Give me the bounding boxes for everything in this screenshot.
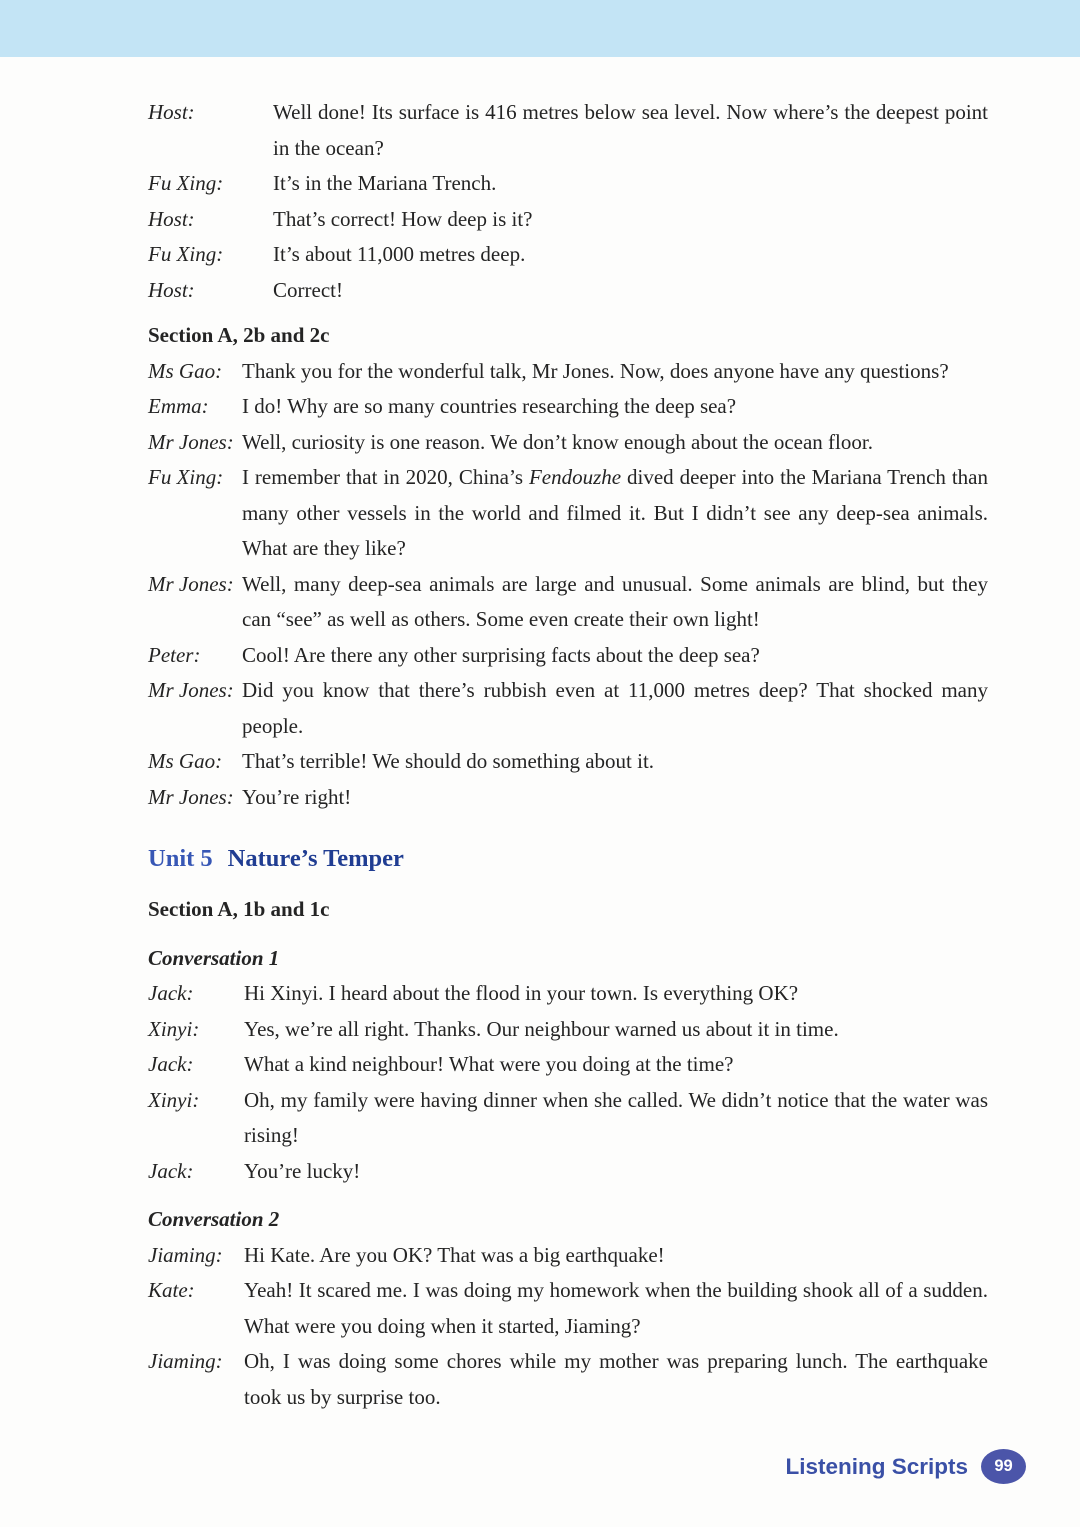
- speaker-line: I do! Why are so many countries researching the deep sea?: [242, 394, 737, 418]
- speaker-line: You’re lucky!: [244, 1158, 361, 1183]
- speaker-line: Well, many deep-sea animals are large and unusual. Some animals are blind, but they can “see” as well as others. Some even create their own light!: [242, 571, 988, 631]
- dialogue-turn: [148, 638, 988, 674]
- dialogue-turn: [148, 1238, 988, 1274]
- page-header-band: [0, 0, 1080, 57]
- speaker-label: Emma:: [148, 394, 209, 418]
- line-segment: dived deeper into the Mariana Trench than many other vessels in the world and filmed it. But I didn’t see any deep-sea animals. What are they like?: [242, 465, 988, 560]
- dialogue-turn: [148, 976, 988, 1012]
- dialogue-turn: [148, 237, 988, 273]
- dialogue-block-conversation-1: [148, 976, 988, 1189]
- speaker-label: Jiaming:: [148, 1242, 223, 1267]
- dialogue-turn: [148, 744, 988, 780]
- dialogue-turn: [148, 1273, 988, 1344]
- speaker-label: Ms Gao:: [148, 358, 223, 383]
- speaker-line: That’s correct! How deep is it?: [273, 206, 533, 231]
- unit-heading: [148, 842, 988, 876]
- dialogue-turn: [148, 425, 988, 461]
- speaker-label: Fu Xing:: [148, 465, 224, 489]
- speaker-line: That’s terrible! We should do something about it.: [242, 749, 655, 773]
- speaker-label: Host:: [148, 206, 195, 231]
- dialogue-block-conversation-2: [148, 1238, 988, 1416]
- footer-section-label: Listening Scripts: [785, 1453, 968, 1479]
- vessel-name-italic: Fendouzhe: [528, 465, 622, 489]
- section-heading-2b-2c: Section A, 2b and 2c: [148, 323, 330, 347]
- speaker-line: Oh, my family were having dinner when she called. We didn’t notice that the water was rising!: [244, 1087, 988, 1147]
- speaker-line: Did you know that there’s rubbish even at 11,000 metres deep? That shocked many people.: [242, 678, 988, 738]
- speaker-line: [242, 460, 988, 567]
- dialogue-turn: [148, 1154, 988, 1190]
- section-heading-1b-1c: Section A, 1b and 1c: [148, 897, 330, 921]
- speaker-line: Oh, I was doing some chores while my mother was preparing lunch. The earthquake took us by surprise too.: [244, 1349, 988, 1409]
- dialogue-turn: [148, 389, 988, 425]
- speaker-line: Thank you for the wonderful talk, Mr Jones. Now, does anyone have any questions?: [242, 358, 949, 383]
- dialogue-turn: [148, 1083, 988, 1154]
- speaker-line: Hi Kate. Are you OK? That was a big earthquake!: [244, 1242, 665, 1267]
- speaker-line: Hi Xinyi. I heard about the flood in your town. Is everything OK?: [244, 981, 799, 1005]
- dialogue-turn: [148, 95, 988, 166]
- dialogue-block-classroom: [148, 354, 988, 816]
- speaker-label: Mr Jones:: [148, 784, 234, 809]
- speaker-line: Cool! Are there any other surprising facts about the deep sea?: [242, 642, 760, 667]
- dialogue-turn: [148, 354, 988, 390]
- speaker-line: Well, curiosity is one reason. We don’t know enough about the ocean floor.: [242, 429, 873, 454]
- dialogue-block-quiz: [148, 95, 988, 308]
- dialogue-turn: [148, 1012, 988, 1048]
- speaker-label: Ms Gao:: [148, 749, 223, 773]
- dialogue-turn: [148, 166, 988, 202]
- speaker-label: Mr Jones:: [148, 429, 234, 454]
- speaker-label: Xinyi:: [148, 1016, 200, 1041]
- speaker-label: Jack:: [148, 1052, 194, 1076]
- speaker-label: Jiaming:: [148, 1349, 223, 1373]
- conversation-1-heading: Conversation 1: [148, 945, 280, 970]
- speaker-label: Host:: [148, 100, 195, 124]
- speaker-label: Peter:: [148, 642, 201, 667]
- dialogue-turn: [148, 460, 988, 567]
- speaker-label: Jack:: [148, 981, 194, 1005]
- page-footer: [785, 1449, 1026, 1484]
- speaker-line: Yes, we’re all right. Thanks. Our neighbour warned us about it in time.: [244, 1016, 839, 1041]
- dialogue-turn: [148, 1344, 988, 1415]
- unit-title: Nature’s Temper: [227, 845, 404, 872]
- speaker-line: It’s about 11,000 metres deep.: [273, 242, 526, 266]
- speaker-label: Mr Jones:: [148, 571, 234, 596]
- dialogue-turn: [148, 567, 988, 638]
- conversation-2-heading: Conversation 2: [148, 1207, 280, 1231]
- speaker-label: Host:: [148, 277, 195, 302]
- speaker-label: Mr Jones:: [148, 678, 234, 702]
- speaker-line: What a kind neighbour! What were you doing at the time?: [244, 1052, 734, 1076]
- speaker-label: Xinyi:: [148, 1087, 200, 1112]
- page-content: [0, 57, 1080, 1415]
- speaker-line: You’re right!: [242, 784, 352, 809]
- dialogue-turn: [148, 273, 988, 309]
- dialogue-turn: [148, 673, 988, 744]
- speaker-label: Jack:: [148, 1158, 194, 1183]
- speaker-label: Kate:: [148, 1278, 195, 1302]
- speaker-label: Fu Xing:: [148, 242, 224, 266]
- dialogue-turn: [148, 780, 988, 816]
- speaker-line: Correct!: [273, 277, 343, 302]
- speaker-line: Well done! Its surface is 416 metres below sea level. Now where’s the deepest point in the ocean?: [273, 100, 988, 160]
- dialogue-turn: [148, 1047, 988, 1083]
- speaker-line: It’s in the Mariana Trench.: [273, 171, 497, 195]
- speaker-label: Fu Xing:: [148, 171, 224, 195]
- line-segment: I remember that in 2020, China’s: [242, 465, 529, 489]
- speaker-line: Yeah! It scared me. I was doing my homework when the building shook all of a sudden. What were you doing when it started, Jiaming?: [244, 1278, 988, 1338]
- dialogue-turn: [148, 202, 988, 238]
- unit-number: Unit 5: [148, 845, 213, 872]
- page-number-badge: 99: [981, 1449, 1026, 1484]
